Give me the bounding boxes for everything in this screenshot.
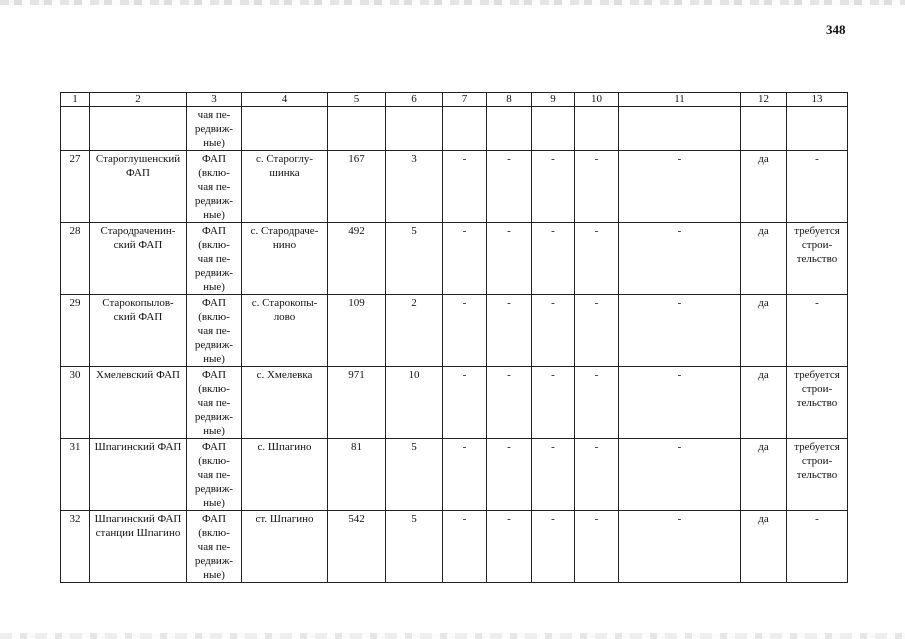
- col7-cell: -: [443, 367, 487, 439]
- col7-cell: -: [443, 151, 487, 223]
- col7-cell: -: [443, 223, 487, 295]
- header-cell: 9: [532, 93, 575, 107]
- col10-cell: -: [575, 511, 619, 583]
- table-cell: [386, 107, 443, 151]
- col8-cell: -: [487, 223, 532, 295]
- header-cell: 6: [386, 93, 443, 107]
- cell-line: строи-: [801, 383, 833, 395]
- facility-name-cell: [90, 439, 187, 511]
- facility-name-cell: [90, 151, 187, 223]
- cell-line: -: [815, 153, 819, 165]
- table-cell: [61, 107, 90, 151]
- col8-cell: -: [487, 367, 532, 439]
- header-cell: 2: [90, 93, 187, 107]
- col9-cell: -: [532, 295, 575, 367]
- col11-cell: -: [619, 295, 741, 367]
- row-number-cell: 31: [61, 439, 90, 511]
- header-cell: 11: [619, 93, 741, 107]
- cell-line: строи-: [801, 455, 833, 467]
- facility-type-cell: [187, 107, 242, 151]
- cell-line: Шпагинский ФАП: [94, 513, 182, 525]
- col10-cell: -: [575, 151, 619, 223]
- col11-cell: -: [619, 439, 741, 511]
- cell-line: с. Хмелевка: [256, 369, 313, 381]
- settlement-cell: [242, 367, 328, 439]
- table-cell: [741, 107, 787, 151]
- cell-line: чая пе-: [197, 541, 231, 553]
- col13-cell: [787, 439, 848, 511]
- header-cell: 10: [575, 93, 619, 107]
- cell-line: -: [815, 297, 819, 309]
- col9-cell: -: [532, 367, 575, 439]
- cell-line: чая пе-: [197, 397, 231, 409]
- scan-edge-bottom: [0, 633, 905, 639]
- col6-cell: 10: [386, 367, 443, 439]
- cell-line: ский ФАП: [113, 311, 163, 323]
- header-cell: 3: [187, 93, 242, 107]
- cell-line: Стародраченин-: [100, 225, 176, 237]
- facility-type-cell: [187, 511, 242, 583]
- cell-line: ные): [203, 209, 225, 221]
- col5-cell: 109: [328, 295, 386, 367]
- col12-cell: да: [741, 511, 787, 583]
- cell-line: (вклю-: [198, 311, 230, 323]
- col6-cell: 5: [386, 223, 443, 295]
- cell-line: Шпагинский ФАП: [94, 441, 182, 453]
- facility-name-cell: [90, 223, 187, 295]
- col6-cell: 2: [386, 295, 443, 367]
- cell-line: строи-: [801, 239, 833, 251]
- col7-cell: -: [443, 439, 487, 511]
- cell-line: (вклю-: [198, 527, 230, 539]
- cell-line: требуется: [794, 369, 840, 381]
- table-row: [61, 295, 848, 367]
- col10-cell: -: [575, 295, 619, 367]
- col12-cell: да: [741, 151, 787, 223]
- cell-line: тельство: [796, 469, 838, 481]
- col13-cell: [787, 295, 848, 367]
- cell-line: (вклю-: [198, 383, 230, 395]
- table-cell: [328, 107, 386, 151]
- facility-name-cell: [90, 295, 187, 367]
- col10-cell: -: [575, 367, 619, 439]
- cell-line: ФАП: [202, 297, 226, 309]
- facility-type-cell: [187, 295, 242, 367]
- cell-line: ные): [203, 497, 225, 509]
- cell-line: с. Стародраче-: [250, 225, 319, 237]
- table-row: [61, 151, 848, 223]
- col7-cell: -: [443, 295, 487, 367]
- continuation-row: [61, 107, 848, 151]
- table-row: [61, 511, 848, 583]
- cell-line: с. Старокопы-: [251, 297, 318, 309]
- table-cell: [443, 107, 487, 151]
- header-row: [61, 93, 848, 107]
- header-cell: 8: [487, 93, 532, 107]
- col6-cell: 3: [386, 151, 443, 223]
- row-number-cell: 29: [61, 295, 90, 367]
- facility-type-cell: [187, 223, 242, 295]
- table-cell: [90, 107, 187, 151]
- cell-line: ные): [203, 569, 225, 581]
- col9-cell: -: [532, 151, 575, 223]
- col7-cell: -: [443, 511, 487, 583]
- col12-cell: да: [741, 439, 787, 511]
- facility-type-cell: [187, 367, 242, 439]
- cell-line: (вклю-: [198, 239, 230, 251]
- settlement-cell: [242, 511, 328, 583]
- facilities-table: [60, 92, 848, 583]
- header-cell: 13: [787, 93, 848, 107]
- col11-cell: -: [619, 223, 741, 295]
- table-cell: [575, 107, 619, 151]
- col6-cell: 5: [386, 511, 443, 583]
- table-row: [61, 223, 848, 295]
- cell-line: с. Староглу-: [255, 153, 313, 165]
- cell-line: нино: [272, 239, 297, 251]
- col5-cell: 971: [328, 367, 386, 439]
- table-cell: [619, 107, 741, 151]
- cell-line: тельство: [796, 397, 838, 409]
- cell-line: ФАП: [202, 225, 226, 237]
- cell-line: лово: [273, 311, 296, 323]
- cell-line: редвиж-: [194, 267, 234, 279]
- cell-line: с. Шпагино: [257, 441, 312, 453]
- cell-line: (вклю-: [198, 167, 230, 179]
- col12-cell: да: [741, 367, 787, 439]
- cell-line: чая пе-: [197, 253, 231, 265]
- facility-type-cell: [187, 151, 242, 223]
- row-number-cell: 28: [61, 223, 90, 295]
- col13-cell: [787, 223, 848, 295]
- col5-cell: 542: [328, 511, 386, 583]
- cell-line: (вклю-: [198, 455, 230, 467]
- cell-line: редвиж-: [194, 411, 234, 423]
- cell-line: требуется: [794, 441, 840, 453]
- cell-line: редвиж-: [194, 339, 234, 351]
- col9-cell: -: [532, 511, 575, 583]
- col6-cell: 5: [386, 439, 443, 511]
- cell-line: тельство: [796, 253, 838, 265]
- facility-type-cell: [187, 439, 242, 511]
- header-cell: 7: [443, 93, 487, 107]
- cell-line: станции Шпагино: [95, 527, 181, 539]
- table-cell: [487, 107, 532, 151]
- cell-line: ст. Шпагино: [255, 513, 314, 525]
- cell-line: ФАП: [202, 153, 226, 165]
- cell-line: чая пе-: [197, 469, 231, 481]
- cell-line: чая пе-: [197, 325, 231, 337]
- col12-cell: да: [741, 223, 787, 295]
- col10-cell: -: [575, 439, 619, 511]
- cell-line: ные): [203, 137, 225, 149]
- facility-name-cell: [90, 367, 187, 439]
- cell-line: редвиж-: [194, 123, 234, 135]
- table-cell: [787, 107, 848, 151]
- settlement-cell: [242, 223, 328, 295]
- settlement-cell: [242, 439, 328, 511]
- cell-line: чая пе-: [197, 109, 231, 121]
- cell-line: ные): [203, 281, 225, 293]
- header-cell: 4: [242, 93, 328, 107]
- col11-cell: -: [619, 151, 741, 223]
- facility-name-cell: [90, 511, 187, 583]
- col8-cell: -: [487, 439, 532, 511]
- cell-line: ФАП: [202, 513, 226, 525]
- row-number-cell: 30: [61, 367, 90, 439]
- header-cell: 12: [741, 93, 787, 107]
- cell-line: Хмелевский ФАП: [96, 369, 180, 381]
- col5-cell: 167: [328, 151, 386, 223]
- col9-cell: -: [532, 223, 575, 295]
- col8-cell: -: [487, 295, 532, 367]
- table-cell: [242, 107, 328, 151]
- col11-cell: -: [619, 511, 741, 583]
- cell-line: редвиж-: [194, 195, 234, 207]
- cell-line: ные): [203, 425, 225, 437]
- cell-line: -: [815, 513, 819, 525]
- col9-cell: -: [532, 439, 575, 511]
- cell-line: требуется: [794, 225, 840, 237]
- cell-line: Староглушенский: [95, 153, 181, 165]
- table-row: [61, 439, 848, 511]
- header-cell: 1: [61, 93, 90, 107]
- col11-cell: -: [619, 367, 741, 439]
- col8-cell: -: [487, 151, 532, 223]
- cell-line: ФАП: [202, 369, 226, 381]
- page-number: 348: [826, 22, 846, 37]
- row-number-cell: 32: [61, 511, 90, 583]
- table-cell: [532, 107, 575, 151]
- cell-line: ский ФАП: [113, 239, 163, 251]
- col13-cell: [787, 151, 848, 223]
- cell-line: Старокопылов-: [102, 297, 174, 309]
- row-number-cell: 27: [61, 151, 90, 223]
- header-cell: 5: [328, 93, 386, 107]
- col12-cell: да: [741, 295, 787, 367]
- cell-line: ные): [203, 353, 225, 365]
- col8-cell: -: [487, 511, 532, 583]
- col13-cell: [787, 367, 848, 439]
- col10-cell: -: [575, 223, 619, 295]
- settlement-cell: [242, 295, 328, 367]
- settlement-cell: [242, 151, 328, 223]
- cell-line: редвиж-: [194, 483, 234, 495]
- cell-line: шинка: [269, 167, 300, 179]
- cell-line: ФАП: [126, 167, 150, 179]
- col5-cell: 81: [328, 439, 386, 511]
- col5-cell: 492: [328, 223, 386, 295]
- col13-cell: [787, 511, 848, 583]
- cell-line: редвиж-: [194, 555, 234, 567]
- cell-line: ФАП: [202, 441, 226, 453]
- cell-line: чая пе-: [197, 181, 231, 193]
- scan-edge-top: [0, 0, 905, 5]
- table-row: [61, 367, 848, 439]
